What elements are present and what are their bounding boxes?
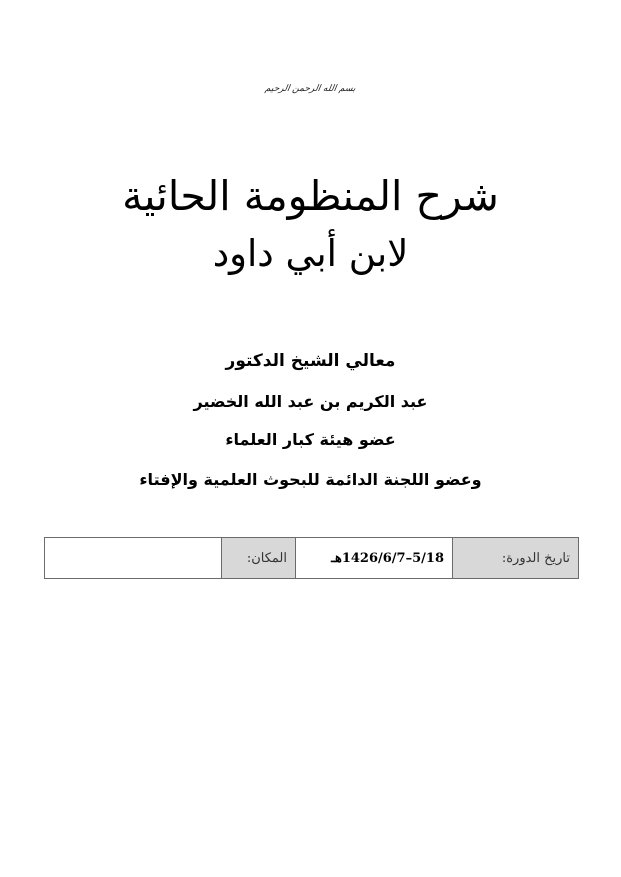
course-date-label: تاريخ الدورة: — [453, 538, 579, 579]
author-honorific: معالي الشيخ الدكتور — [225, 351, 396, 371]
basmala-calligraphy — [0, 76, 621, 95]
book-title-line-1: شرح المنظومة الحائية — [122, 172, 499, 220]
table-row — [45, 538, 579, 579]
course-info-table — [44, 537, 579, 579]
course-place-label: المكان: — [222, 538, 296, 579]
book-title-line-2: لابن أبي داود — [212, 232, 409, 275]
basmala-text: بسم الله الرحمن الرحيم — [264, 84, 357, 94]
author-name: عبد الكريم بن عبد الله الخضير — [193, 392, 428, 411]
course-date-value: 5/18–1426/6/7هـ — [296, 538, 453, 579]
author-role-1: عضو هيئة كبار العلماء — [225, 430, 396, 449]
course-place-value — [45, 538, 222, 579]
author-role-2: وعضو اللجنة الدائمة للبحوث العلمية والإفتاء — [139, 470, 482, 489]
